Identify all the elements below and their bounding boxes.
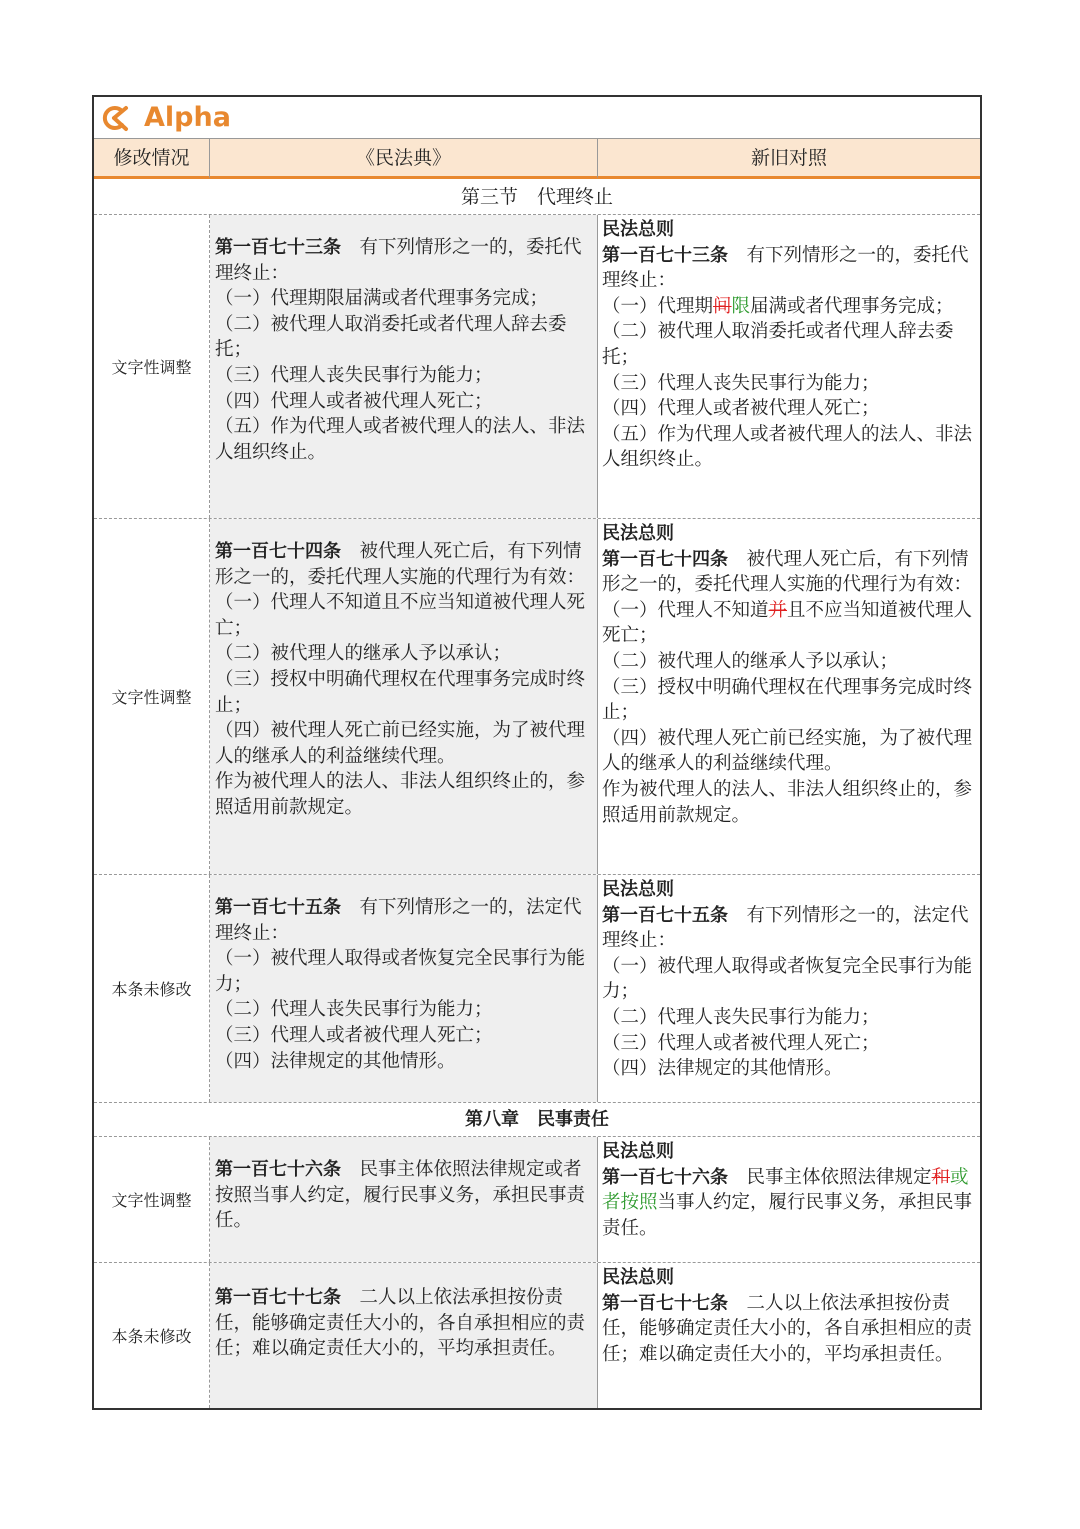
table-row	[94, 875, 980, 1103]
article-lead: 民事主体依照法律规定或者按照当事人约定，履行民事义务，承担民事责任。	[215, 1159, 586, 1232]
article-item: （二）代理人丧失民事行为能力；	[602, 1006, 880, 1028]
article-lead: 被代理人死亡后，有下列情形之一的，委托代理人实施的代理行为有效：	[602, 548, 973, 596]
article-item: （一）被代理人取得或者恢复完全民事行为能力；	[215, 948, 586, 995]
status-cell: 文字性调整	[94, 519, 210, 874]
article-title: 第一百七十七条	[215, 1287, 341, 1308]
article-item: （四）被代理人死亡前已经实施，为了被代理人的继承人的利益继续代理。	[215, 720, 586, 767]
article-title: 第一百七十五条	[602, 904, 728, 926]
article-item: （三）授权中明确代理权在代理事务完成时终止；	[215, 668, 586, 716]
status-cell: 文字性调整	[94, 1137, 210, 1262]
article-lead: 有下列情形之一的，委托代理终止：	[215, 237, 582, 284]
header-status: 修改情况	[94, 139, 210, 179]
article-tail: 当事人约定，履行民事义务，承担民事责任。	[602, 1192, 973, 1239]
inserted-text: 限	[731, 295, 751, 317]
item-text: （一）代理期	[602, 295, 714, 317]
alpha-logo-icon	[100, 103, 130, 133]
article-item: （二）被代理人取消委托或者代理人辞去委托；	[215, 313, 567, 361]
article-item: 作为被代理人的法人、非法人组织终止的，参照适用前款规定。	[215, 771, 586, 818]
header-civil-code: 《民法典》	[210, 139, 598, 179]
table-row	[94, 215, 980, 519]
comparison-cell	[598, 1263, 980, 1408]
article-title: 第一百七十四条	[215, 541, 341, 562]
article-item: （四）代理人或者被代理人死亡；	[215, 390, 493, 412]
table-row	[94, 1137, 980, 1263]
civil-code-cell	[210, 519, 598, 874]
article-item: （四）被代理人死亡前已经实施，为了被代理人的继承人的利益继续代理。	[602, 727, 973, 775]
article-lead: 被代理人死亡后，有下列情形之一的，委托代理人实施的代理行为有效：	[215, 541, 586, 588]
inserted-text: 或者按照	[602, 1166, 969, 1214]
article-lead: 有下列情形之一的，法定代理终止：	[215, 897, 582, 944]
comparison-cell	[598, 875, 980, 1102]
status-cell: 本条未修改	[94, 875, 210, 1102]
article-item: （二）被代理人取消委托或者代理人辞去委托；	[602, 321, 954, 368]
table-row	[94, 1263, 980, 1408]
item-text: 且不应当知道被代理人死亡；	[602, 599, 973, 647]
civil-code-cell	[210, 1137, 598, 1262]
article-item: （一）被代理人取得或者恢复完全民事行为能力；	[602, 955, 973, 1003]
civil-code-cell	[210, 875, 598, 1102]
header-comparison: 新旧对照	[598, 139, 980, 179]
article-item: （三）授权中明确代理权在代理事务完成时终止；	[602, 676, 973, 724]
article-item: （二）被代理人的继承人予以承认；	[602, 650, 899, 672]
comparison-cell	[598, 215, 980, 518]
deleted-text: 间	[713, 295, 732, 317]
article-title: 第一百七十六条	[215, 1159, 341, 1180]
brand-name: Alpha	[144, 102, 231, 133]
comparison-table	[92, 95, 982, 1410]
article-item	[602, 294, 977, 320]
source-label: 民法总则	[602, 879, 674, 900]
article-item: （二）被代理人的继承人予以承认；	[215, 643, 512, 665]
section-heading: 第八章 民事责任	[94, 1103, 980, 1137]
article-title: 第一百七十六条	[602, 1166, 728, 1188]
civil-code-cell	[210, 215, 598, 518]
deleted-text: 和	[931, 1166, 951, 1188]
table-row	[94, 519, 980, 875]
article-item: （四）代理人或者被代理人死亡；	[602, 398, 880, 420]
status-cell: 本条未修改	[94, 1263, 210, 1408]
article-item: （三）代理人或者被代理人死亡；	[602, 1032, 880, 1054]
source-label: 民法总则	[602, 523, 674, 544]
article-lead: 民事主体依照法律规定	[728, 1166, 932, 1188]
article-title: 第一百七十五条	[215, 897, 341, 918]
source-label: 民法总则	[602, 219, 674, 240]
article-lead: 有下列情形之一的，委托代理终止：	[602, 244, 969, 292]
article-item: （三）代理人或者被代理人死亡；	[215, 1024, 493, 1046]
article-item	[602, 598, 977, 649]
article-item: （四）法律规定的其他情形。	[602, 1058, 843, 1080]
item-text: 届满或者代理事务完成；	[750, 295, 954, 317]
article-lead: 二人以上依法承担按份责任，能够确定责任大小的，各自承担相应的责任；难以确定责任大小的，平均承担责任。	[215, 1287, 586, 1360]
article-title: 第一百七十四条	[602, 548, 728, 570]
article-item: （五）作为代理人或者被代理人的法人、非法人组织终止。	[602, 423, 973, 471]
article-title: 第一百七十七条	[602, 1292, 728, 1314]
item-text: （一）代理人不知道	[602, 599, 769, 621]
comparison-cell	[598, 519, 980, 874]
article-title: 第一百七十三条	[602, 244, 728, 266]
deleted-text: 并	[768, 599, 788, 621]
article-item: （一）代理期限届满或者代理事务完成；	[215, 288, 549, 310]
article-item: 作为被代理人的法人、非法人组织终止的，参照适用前款规定。	[602, 778, 973, 826]
article-item: （五）作为代理人或者被代理人的法人、非法人组织终止。	[215, 416, 586, 463]
article-lead: 有下列情形之一的，法定代理终止：	[602, 904, 969, 952]
article-item: （四）法律规定的其他情形。	[215, 1050, 456, 1072]
brand-bar	[94, 97, 980, 139]
status-cell: 文字性调整	[94, 215, 210, 518]
source-label: 民法总则	[602, 1267, 674, 1288]
article-item: （二）代理人丧失民事行为能力；	[215, 999, 493, 1021]
article-item: （一）代理人不知道且不应当知道被代理人死亡；	[215, 592, 586, 639]
article-title: 第一百七十三条	[215, 237, 341, 258]
civil-code-cell	[210, 1263, 598, 1408]
section-heading: 第三节 代理终止	[94, 179, 980, 215]
article-item: （三）代理人丧失民事行为能力；	[602, 372, 880, 394]
article-lead: 二人以上依法承担按份责任，能够确定责任大小的，各自承担相应的责任；难以确定责任大小的，平均承担责任。	[602, 1292, 973, 1365]
article-item: （三）代理人丧失民事行为能力；	[215, 364, 493, 386]
comparison-cell	[598, 1137, 980, 1262]
source-label: 民法总则	[602, 1141, 674, 1162]
